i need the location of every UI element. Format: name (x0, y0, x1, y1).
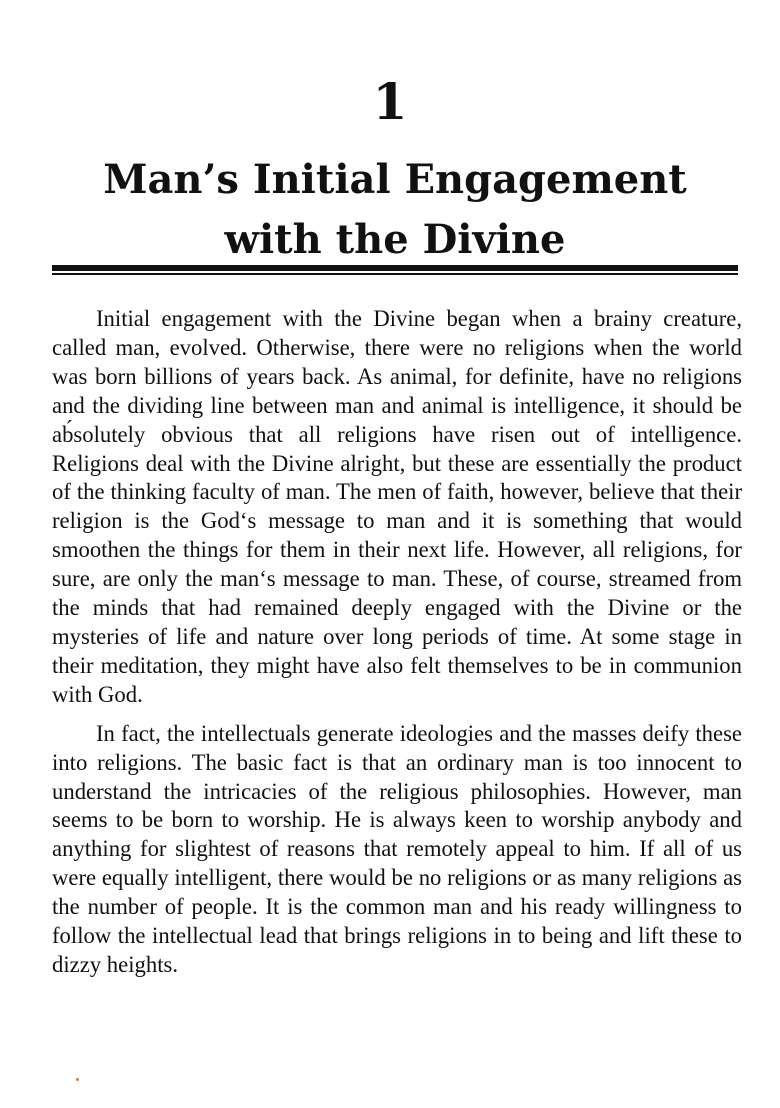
title-rule-thick (52, 265, 738, 271)
chapter-number: 1 (372, 72, 408, 131)
chapter-title-line-1: Man’s Initial Engagement (103, 156, 687, 203)
ink-speck (76, 1078, 79, 1081)
chapter-title (40, 150, 750, 270)
body-paragraph-1: Initial engagement with the Divine began when a brainy creature, called man, evolved. Otherwise, there were no religions when the world was born billions of years back. As animal, for definite, have no religions and the dividing line between man and animal is intelligence, it should be ab́solutely obvious that all religions have risen out of intelligence. Religions deal with the Divine alright, but these are essentially the product of the thinking faculty of man. The men of faith, however, believe that their religion is the God‘s message to man and it is something that would smoothen the things for them in their next life. However, all religions, for sure, are only the man‘s message to man. These, of course, streamed from the minds that had remained deeply engaged with the Divine or the mysteries of life and nature over long periods of time. At some stage in their meditation, they might have also felt themselves to be in communion with God. (52, 306, 742, 707)
title-rule-thin (52, 273, 738, 275)
chapter-title-line-2: with the Divine (224, 216, 566, 263)
body-paragraph-2: In fact, the intellectuals generate ideologies and the masses deify these into religions. The basic fact is that an ordinary man is too innocent to understand the intricacies of the religious philosophies. However, man seems to be born to worship. He is always keen to worship anybody and anything for slightest of reasons that remotely appeal to him. If all of us were equally intelligent, there would be no religions or as many religions as the number of people. It is the common man and his ready willingness to follow the intellectual lead that brings religions in to being and lift these to dizzy heights. (52, 720, 742, 977)
chapter-body (52, 305, 742, 990)
